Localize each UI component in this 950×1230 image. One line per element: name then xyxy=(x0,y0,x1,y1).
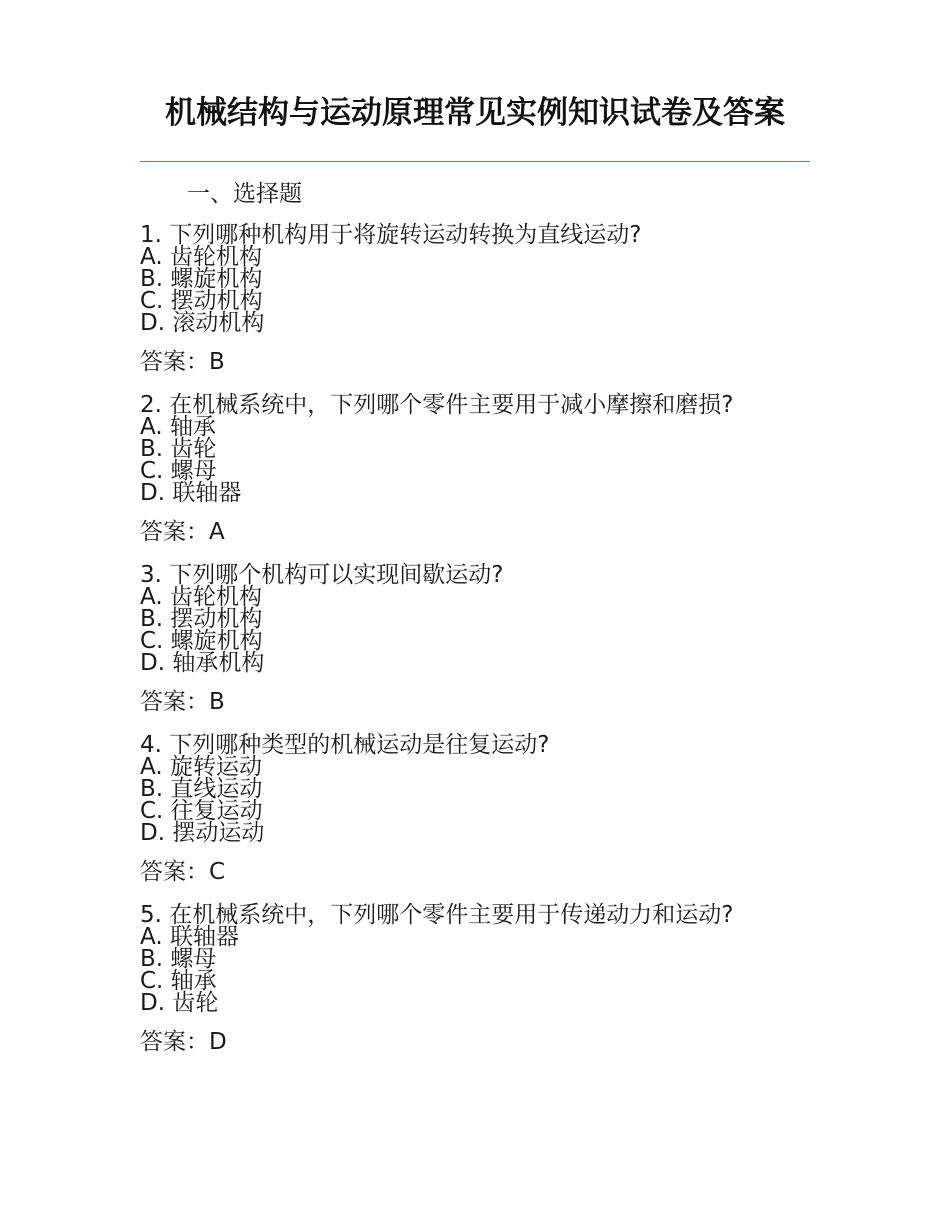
answer-label: 答案： xyxy=(140,519,209,545)
question-5 xyxy=(140,904,830,1054)
answer-label: 答案： xyxy=(140,349,209,375)
question-text xyxy=(140,564,830,586)
document-title: 机械结构与运动原理常见实例知识试卷及答案 xyxy=(165,95,785,131)
question-text xyxy=(140,394,830,416)
option-c: C. 螺旋机构 xyxy=(140,628,263,654)
option-d: D. 摆动运动 xyxy=(140,820,265,846)
question-stem: 下列哪个机构可以实现间歇运动? xyxy=(169,562,504,588)
option-c: C. 往复运动 xyxy=(140,798,263,824)
option-a: A. 轴承 xyxy=(140,414,216,440)
option-b: B. 螺母 xyxy=(140,946,217,972)
question-stem: 在机械系统中，下列哪个零件主要用于减小摩擦和磨损? xyxy=(169,392,734,418)
answer-value: B xyxy=(209,349,225,375)
answer-value: A xyxy=(209,519,225,545)
answer-value: B xyxy=(209,689,225,715)
question-text xyxy=(140,734,830,756)
question-stem: 在机械系统中，下列哪个零件主要用于传递动力和运动? xyxy=(169,902,734,928)
option-a: A. 齿轮机构 xyxy=(140,584,262,610)
option-b: B. 摆动机构 xyxy=(140,606,263,632)
option-b: B. 直线运动 xyxy=(140,776,263,802)
answer-label: 答案： xyxy=(140,859,209,885)
option-d: D. 滚动机构 xyxy=(140,310,265,336)
question-list xyxy=(140,224,830,1074)
question-text xyxy=(140,904,830,926)
option-b: B. 齿轮 xyxy=(140,436,217,462)
option-c: C. 螺母 xyxy=(140,458,217,484)
question-3 xyxy=(140,564,830,714)
option-a: A. 齿轮机构 xyxy=(140,244,262,270)
question-number: 2. xyxy=(140,392,162,418)
option-d: D. 轴承机构 xyxy=(140,650,265,676)
answer-line xyxy=(140,690,830,714)
question-stem: 下列哪种类型的机械运动是往复运动? xyxy=(169,732,550,758)
question-1 xyxy=(140,224,830,374)
question-2 xyxy=(140,394,830,544)
answer-line xyxy=(140,860,830,884)
option-a: A. 旋转运动 xyxy=(140,754,262,780)
answer-value: C xyxy=(209,859,226,885)
answer-line xyxy=(140,1030,830,1054)
answer-label: 答案： xyxy=(140,1029,209,1055)
answer-line xyxy=(140,350,830,374)
question-number: 4. xyxy=(140,732,162,758)
answer-label: 答案： xyxy=(140,689,209,715)
section-heading: 一、选择题 xyxy=(187,181,302,207)
answer-value: D xyxy=(209,1029,227,1055)
option-b: B. 螺旋机构 xyxy=(140,266,263,292)
question-number: 3. xyxy=(140,562,162,588)
question-stem: 下列哪种机构用于将旋转运动转换为直线运动? xyxy=(169,222,642,248)
answer-line xyxy=(140,520,830,544)
question-4 xyxy=(140,734,830,884)
question-number: 1. xyxy=(140,222,162,248)
question-text xyxy=(140,224,830,246)
title-divider xyxy=(140,161,810,162)
question-number: 5. xyxy=(140,902,162,928)
option-c: C. 摆动机构 xyxy=(140,288,263,314)
option-d: D. 齿轮 xyxy=(140,990,219,1016)
option-a: A. 联轴器 xyxy=(140,924,239,950)
option-c: C. 轴承 xyxy=(140,968,217,994)
option-d: D. 联轴器 xyxy=(140,480,242,506)
